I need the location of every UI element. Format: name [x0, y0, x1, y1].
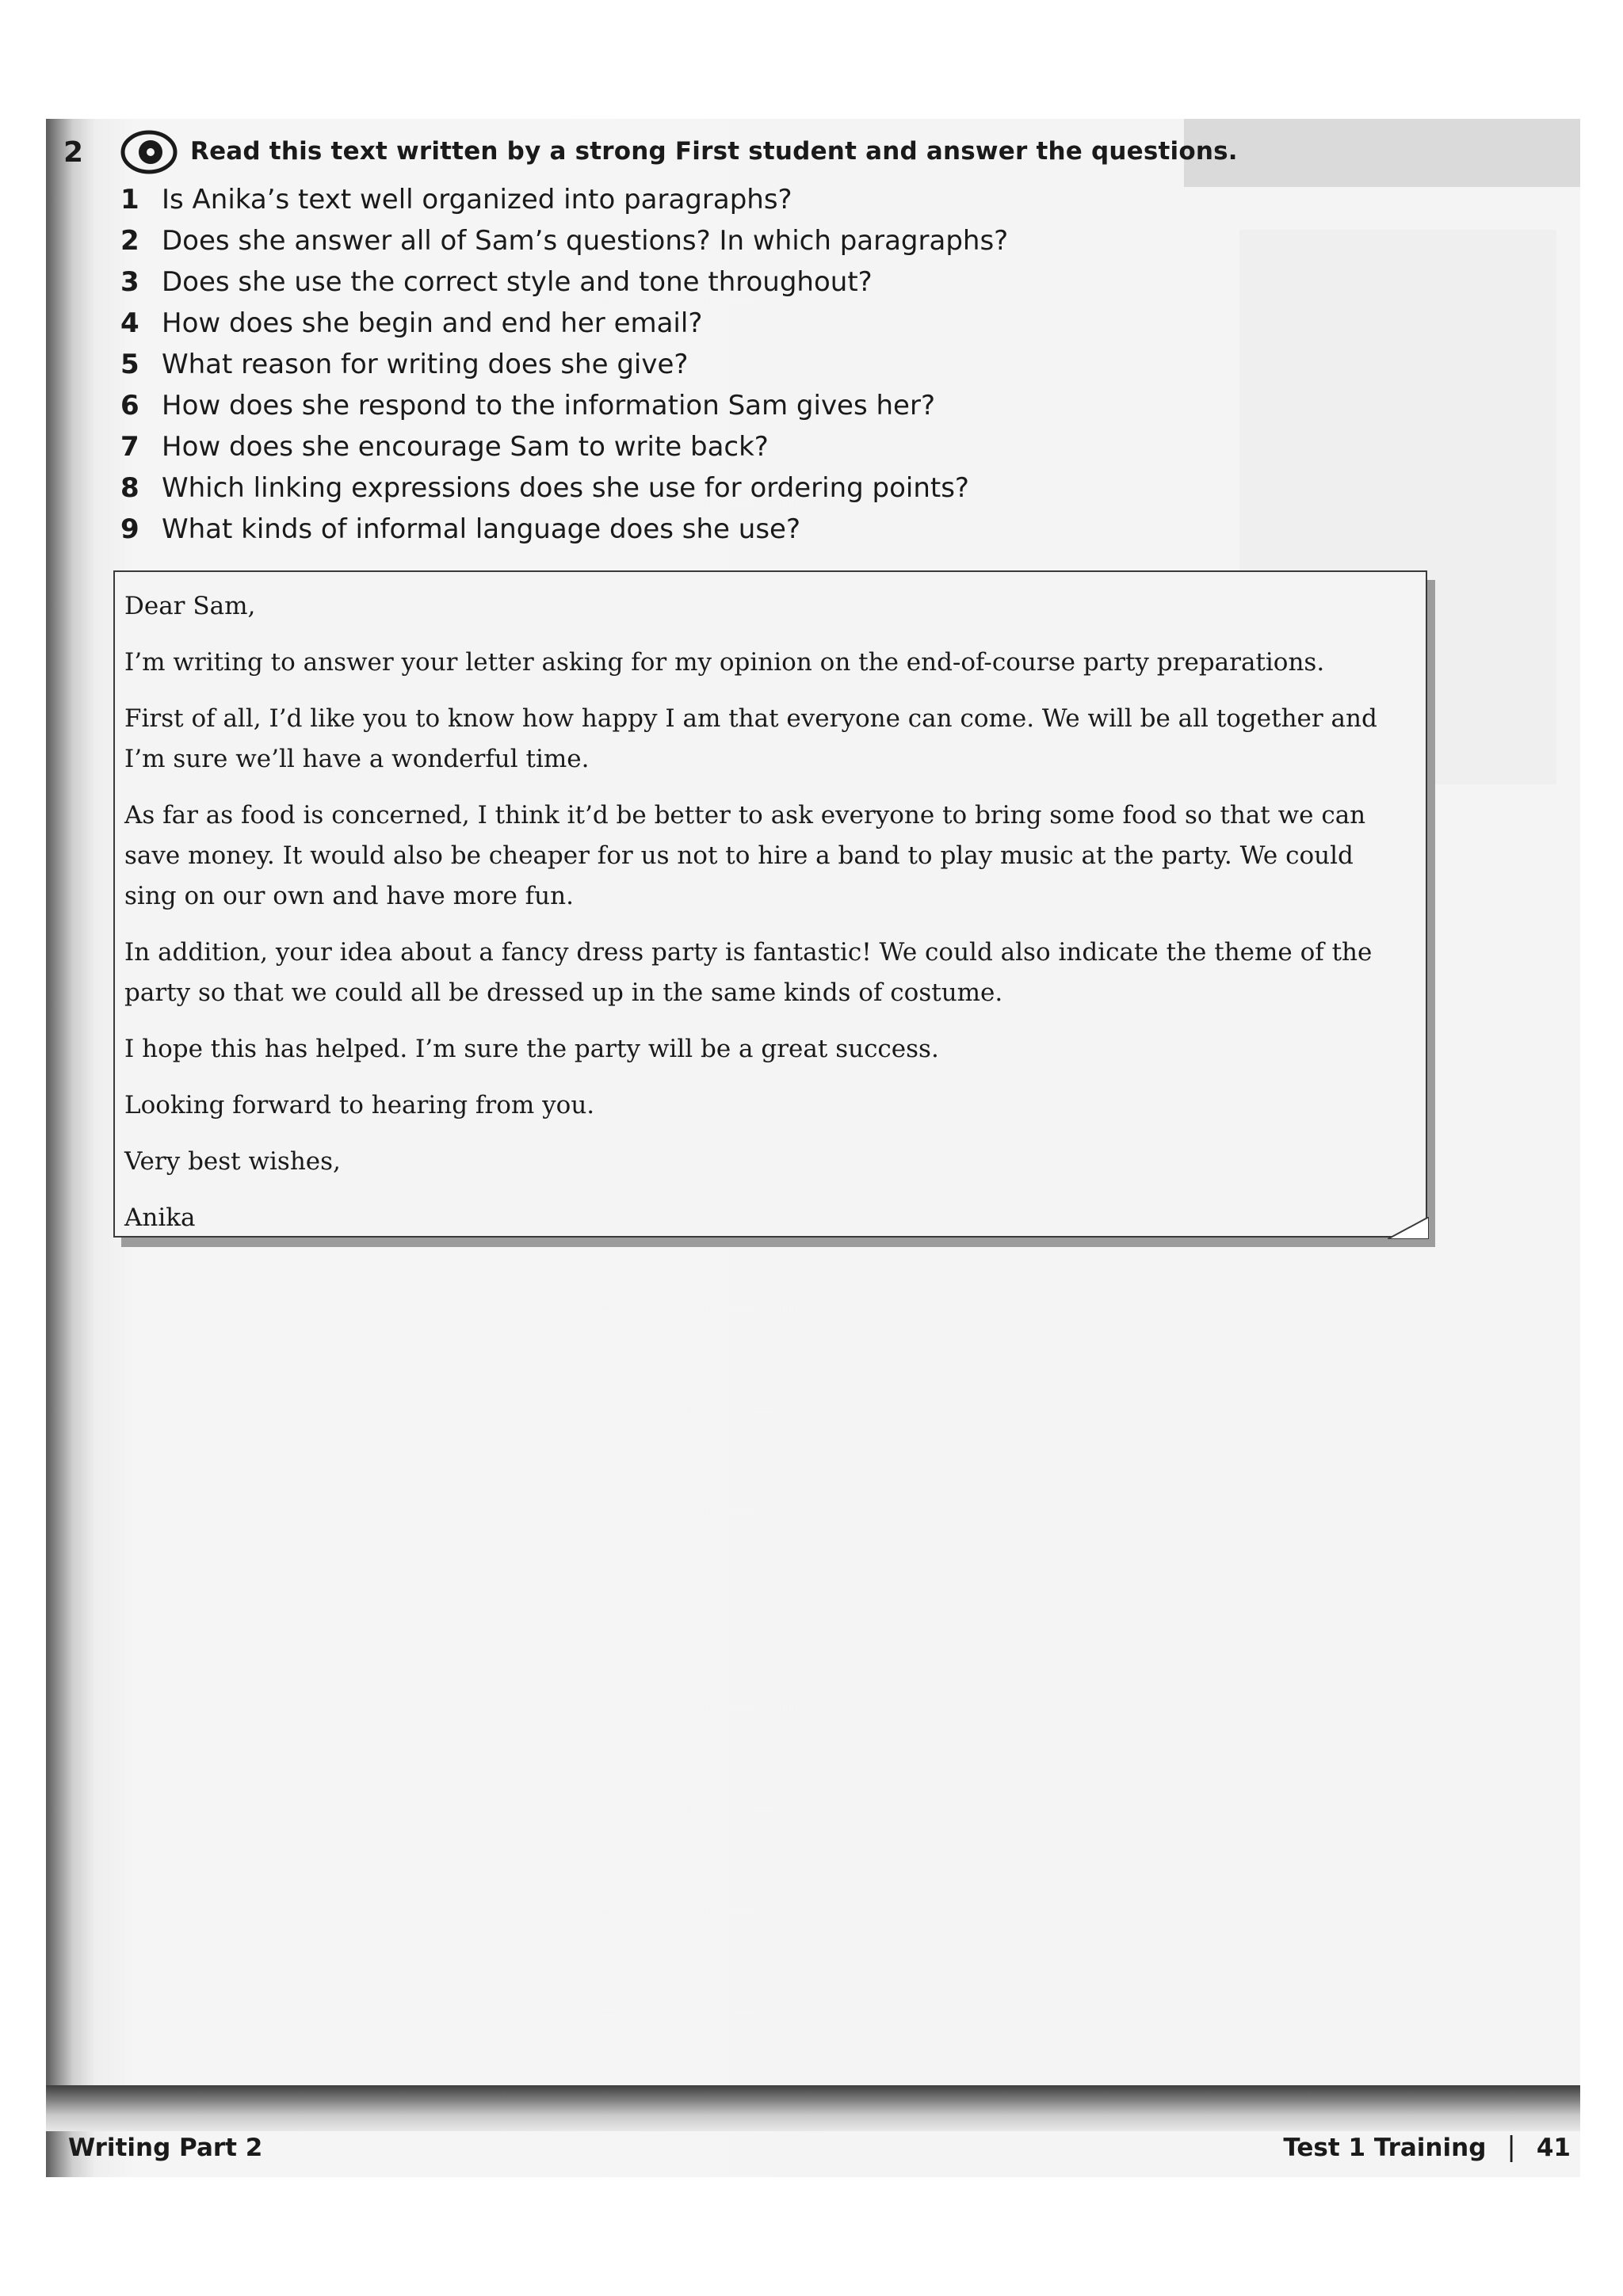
question-text: What kinds of informal language does she use?: [162, 513, 801, 545]
email-closing: Very best wishes,: [124, 1147, 341, 1176]
task-instruction: Read this text written by a strong First student and answer the questions.: [190, 137, 1238, 166]
question-number: 2: [120, 225, 139, 257]
question-item: [120, 426, 1008, 467]
email-paragraph-6: Looking forward to hearing from you.: [124, 1091, 595, 1119]
email-greeting: Dear Sam,: [124, 592, 256, 620]
footer-right: [1283, 2131, 1571, 2163]
question-item: [120, 261, 1008, 303]
question-number: 9: [120, 513, 139, 545]
footer-separator: |: [1507, 2131, 1516, 2163]
email-body: [124, 586, 1407, 1254]
question-list: [120, 179, 1008, 550]
email-paragraph-3: As far as food is concerned, I think it’d be better to ask everyone to bring some food so that we can save money. It would also be cheaper for us not to hire a band to play music at the party. We could sing on our own and have more fun.: [124, 801, 1366, 910]
question-number: 5: [120, 349, 139, 380]
email-text-card: [113, 570, 1427, 1238]
question-number: 6: [120, 390, 139, 421]
eye-icon: [119, 128, 179, 176]
question-number: 1: [120, 184, 139, 215]
footer-bar: [46, 2085, 1580, 2131]
email-paragraph-5: I hope this has helped. I’m sure the party will be a great success.: [124, 1035, 939, 1063]
question-text: How does she respond to the information Sam gives her?: [162, 390, 935, 421]
question-item: [120, 344, 1008, 385]
email-signature: Anika: [124, 1203, 196, 1232]
question-item: [120, 303, 1008, 344]
question-number: 4: [120, 307, 139, 339]
footer-section-label: Writing Part 2: [68, 2134, 263, 2162]
question-item: [120, 385, 1008, 426]
question-item: [120, 509, 1008, 550]
question-text: Which linking expressions does she use for ordering points?: [162, 472, 969, 504]
question-item: [120, 467, 1008, 509]
page-curl-icon: [1388, 1217, 1429, 1239]
question-item: [120, 179, 1008, 220]
question-text: Does she answer all of Sam’s questions? In which paragraphs?: [162, 225, 1009, 257]
question-text: How does she begin and end her email?: [162, 307, 703, 339]
question-text: Does she use the correct style and tone throughout?: [162, 266, 873, 298]
question-text: What reason for writing does she give?: [162, 349, 689, 380]
page-number: 41: [1536, 2134, 1571, 2162]
question-text: How does she encourage Sam to write back?: [162, 431, 769, 463]
bleed-through-header: [1184, 119, 1580, 187]
question-text: Is Anika’s text well organized into paragraphs?: [162, 184, 792, 215]
footer-test-label: Test 1 Training: [1283, 2134, 1487, 2162]
question-item: [120, 220, 1008, 261]
email-paragraph-4: In addition, your idea about a fancy dress party is fantastic! We could also indicate the theme of the party so that we could all be dressed up in the same kinds of costume.: [124, 938, 1373, 1007]
email-paragraph-1: I’m writing to answer your letter asking for my opinion on the end-of-course party preparations.: [124, 648, 1325, 677]
email-paragraph-2: First of all, I’d like you to know how happy I am that everyone can come. We will be all together and I’m sure we’ll have a wonderful time.: [124, 704, 1377, 773]
question-number: 7: [120, 431, 139, 463]
question-number: 8: [120, 472, 139, 504]
question-number: 3: [120, 266, 139, 298]
task-number: 2: [63, 136, 84, 169]
